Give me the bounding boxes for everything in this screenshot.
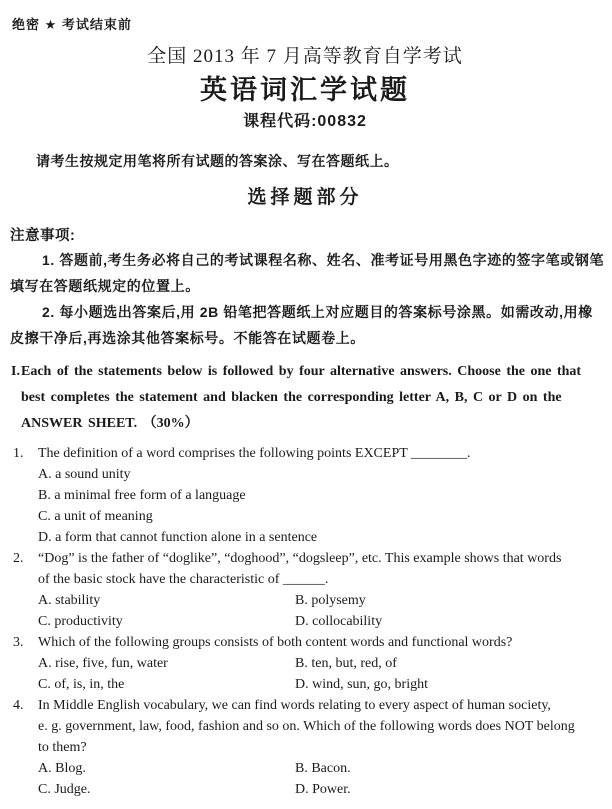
question-body	[38, 695, 600, 800]
question-1	[10, 443, 600, 548]
question-stem-line: “Dog” is the father of “doglike”, “doghood”, “dogsleep”, etc. This example shows that words	[38, 551, 562, 566]
option-a: A. rise, five, fun, water	[38, 656, 168, 671]
option-a: A. a sound unity	[38, 467, 131, 482]
security-classification-banner: 绝密 ★ 考试结束前	[12, 17, 132, 32]
option-row	[38, 758, 600, 779]
part1-instruction-line: Each of the statements below is followed by four alternative answers. Choose the one that	[21, 364, 582, 379]
option-row	[38, 674, 600, 695]
paper-title: 英语词汇学试题	[200, 75, 410, 105]
part1-instruction-line: best completes the statement and blacken the corresponding letter A, B, C or D on the	[21, 390, 562, 405]
question-list	[10, 443, 600, 800]
note-item-2	[10, 299, 600, 351]
question-number: 2.	[13, 551, 24, 566]
option-d: D. wind, sun, go, bright	[295, 677, 428, 692]
part1-instruction	[21, 359, 600, 437]
question-body	[38, 548, 600, 632]
option-b: B. Bacon.	[295, 761, 351, 776]
note-line: 填写在答题纸规定的位置上。	[10, 278, 200, 294]
exam-paper-page	[0, 14, 612, 809]
notes-heading: 注意事项:	[10, 228, 76, 244]
question-stem-line: e. g. government, law, food, fashion and so on. Which of the following words does NOT belong	[38, 719, 575, 734]
question-stem-line: The definition of a word comprises the following points EXCEPT ________.	[38, 446, 471, 461]
option-row	[38, 590, 600, 611]
question-3	[10, 632, 600, 695]
option-row	[38, 611, 600, 632]
question-stem-line: Which of the following groups consists of both content words and functional words?	[38, 635, 513, 650]
option-b: B. a minimal free form of a language	[38, 488, 246, 503]
option-row	[38, 779, 600, 800]
option-c: C. productivity	[38, 614, 123, 629]
option-a: A. stability	[38, 593, 101, 608]
question-stem-line: of the basic stock have the characteristic of ______.	[38, 572, 329, 587]
candidate-instruction: 请考生按规定用笔将所有试题的答案涂、写在答题纸上。	[36, 153, 399, 169]
option-c: C. of, is, in, the	[38, 677, 125, 692]
option-c: C. Judge.	[38, 782, 91, 797]
option-d: D. Power.	[295, 782, 351, 797]
part1-number: I.	[11, 364, 20, 379]
option-row	[38, 653, 600, 674]
note-line: 2. 每小题选出答案后,用 2B 铅笔把答题纸上对应题目的答案标号涂黑。如需改动,用橡	[42, 304, 593, 320]
question-stem-line: to them?	[38, 740, 87, 755]
question-4	[10, 695, 600, 800]
question-body	[38, 443, 600, 548]
note-line: 1. 答题前,考生务必将自己的考试课程名称、姓名、准考证号用黑色字迹的签字笔或钢笔	[42, 252, 605, 268]
part1-heading	[10, 359, 600, 437]
course-code-line: 课程代码:00832	[243, 113, 367, 130]
option-a: A. Blog.	[38, 761, 86, 776]
question-body	[38, 632, 600, 695]
part1-instruction-line: ANSWER SHEET. （30%）	[21, 416, 199, 431]
option-c: C. a unit of meaning	[38, 509, 153, 524]
section-header-multiple-choice: 选择题部分	[247, 187, 363, 208]
question-stem-line: In Middle English vocabulary, we can find words relating to every aspect of human society,	[38, 698, 551, 713]
option-d: D. a form that cannot function alone in a sentence	[38, 530, 318, 545]
option-b: B. polysemy	[295, 593, 366, 608]
question-number: 4.	[13, 698, 24, 713]
note-line: 皮擦干净后,再选涂其他答案标号。不能答在试题卷上。	[10, 330, 365, 346]
question-2	[10, 548, 600, 632]
question-number: 1.	[13, 446, 24, 461]
note-item-1	[10, 247, 605, 299]
exam-session-title: 全国 2013 年 7 月高等教育自学考试	[147, 46, 463, 67]
option-b: B. ten, but, red, of	[295, 656, 397, 671]
question-number: 3.	[13, 635, 24, 650]
option-d: D. collocability	[295, 614, 383, 629]
